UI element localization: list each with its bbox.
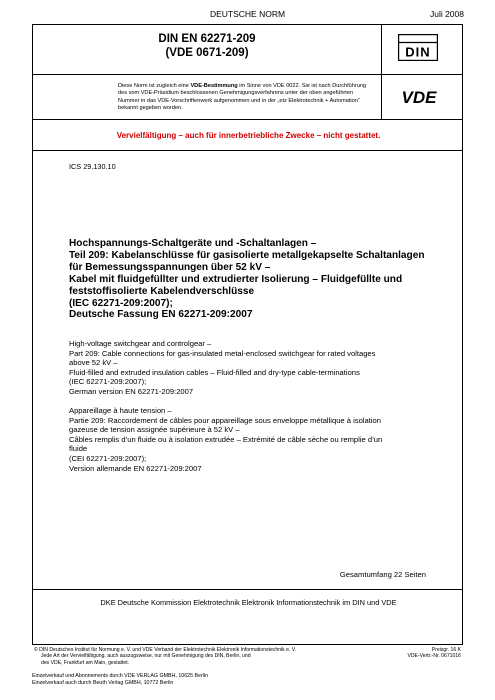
vde-logo (392, 88, 446, 106)
dke-committee: DKE Deutsche Kommission Elektrotechnik Elektronik Informationstechnik im DIN und VDE (100, 598, 397, 607)
title-german (69, 238, 449, 321)
standard-label: DEUTSCHE NORM (209, 9, 286, 19)
title-en-line: High-voltage switchgear and controlgear – (69, 339, 212, 348)
copyright-notice (34, 647, 364, 666)
document-number: DIN EN 62271-209 (158, 33, 256, 45)
divider-dke (32, 589, 463, 590)
price-info (371, 647, 461, 660)
title-fr-line: Câbles remplis d’un fluide ou à isolation extrudée – Extrémité de câble sèche ou remplie d’un (69, 434, 383, 444)
price-group: Preisgr. 16 K (431, 647, 461, 653)
vde-regulation-notice (118, 83, 374, 113)
title-french (69, 406, 454, 473)
title-de-line: feststoffisolierte Kabelendverschlüsse (69, 285, 255, 297)
title-de-line: für Bemessungsspannungen über 52 kV – (69, 261, 271, 273)
vde-order-number: VDE-Vertr.-Nr. 0671016 (407, 653, 461, 660)
title-en-line: (IEC 62271-209:2007); (69, 377, 147, 387)
title-en-line: Fluid-filled and extruded insulation cables – Fluid-filled and dry-type cable-terminations (69, 367, 360, 377)
copyright-line: des VDE, Frankfurt am Main, gestattet. (41, 659, 130, 666)
divider-notice (32, 119, 463, 120)
divider-repro (32, 150, 463, 151)
title-fr-line: Appareillage à haute tension – (69, 406, 172, 415)
sales-line: Einzelverkauf auch durch Beuth Verlag GMBH, 10772 Berlin (32, 680, 174, 687)
vde-logo-text: VDE (401, 88, 437, 106)
title-en-line: above 52 kV – (69, 358, 118, 368)
title-en-line: Part 209: Cable connections for gas-insulated metal-enclosed switchgear for rated voltages (69, 348, 376, 358)
document-number-block (33, 32, 381, 60)
notice-suffix: im Sinne von VDE 0022. Sie ist nach Durchführung des vom VDE-Präsidium beschlossenen Genehmigungsverfahrens unter der oben angeführten Nummer in das VDE-Vorschriftenwerk aufgenommen und in der „etz Elektrotechnik + Automation“ bekannt gegeben worden. (118, 83, 367, 112)
title-fr-line: Version allemande EN 62271-209:2007 (69, 463, 202, 473)
title-english (69, 339, 454, 397)
notice-prefix: Diese Norm ist zugleich eine (118, 83, 191, 89)
din-logo (398, 34, 438, 61)
title-de-line: Teil 209: Kabelanschlüsse für gasisolierte metallgekapselte Schaltanlagen (69, 249, 425, 261)
divider-logo-column (381, 24, 382, 120)
page-count: Gesamtumfang 22 Seiten (339, 570, 426, 579)
reproduction-notice: Vervielfältigung – auch für innerbetriebliche Zwecke – nicht gestattet. (116, 131, 381, 140)
title-de-line: Hochspannungs-Schaltgeräte und -Schaltanlagen – (69, 238, 317, 249)
notice-bold: VDE-Bestimmung (190, 83, 238, 89)
title-fr-line: (CEI 62271-209:2007); (69, 453, 147, 463)
title-de-line: Deutsche Fassung EN 62271-209:2007 (69, 309, 253, 321)
divider-top (32, 74, 463, 75)
copyright-line: Jede Art der Vervielfältigung, auch auszugsweise, nur mit Genehmigung des DIN, Berlin, und (41, 653, 251, 660)
ics-code: ICS 29.130.10 (69, 162, 116, 171)
copyright-line: © DIN Deutsches Institut für Normung e. V. und VDE Verband der Elektrotechnik Elektronik Informationstechnik e. V. (34, 647, 297, 653)
title-de-line: (IEC 62271-209:2007); (69, 297, 173, 309)
title-fr-line: Partie 209: Raccordement de câbles pour appareillage sous enveloppe métallique à isolation (69, 415, 381, 425)
cover-frame (32, 24, 463, 645)
publication-date: Juli 2008 (429, 9, 464, 19)
vde-classification: (VDE 0671-209) (165, 47, 249, 59)
sales-info (32, 673, 208, 688)
title-fr-line: fluide (69, 444, 88, 454)
title-fr-line: gazeuse de tension assignée supérieure à 52 kV – (69, 425, 240, 435)
sales-line: Einzelverkauf und Abonnements durch VDE VERLAG GMBH, 10625 Berlin (32, 673, 209, 679)
title-en-line: German version EN 62271-209:2007 (69, 386, 194, 396)
din-logo-text: DIN (405, 44, 431, 60)
title-de-line: Kabel mit fluidgefüllter und extrudierter Isolierung – Fluidgefüllte und (69, 273, 403, 285)
